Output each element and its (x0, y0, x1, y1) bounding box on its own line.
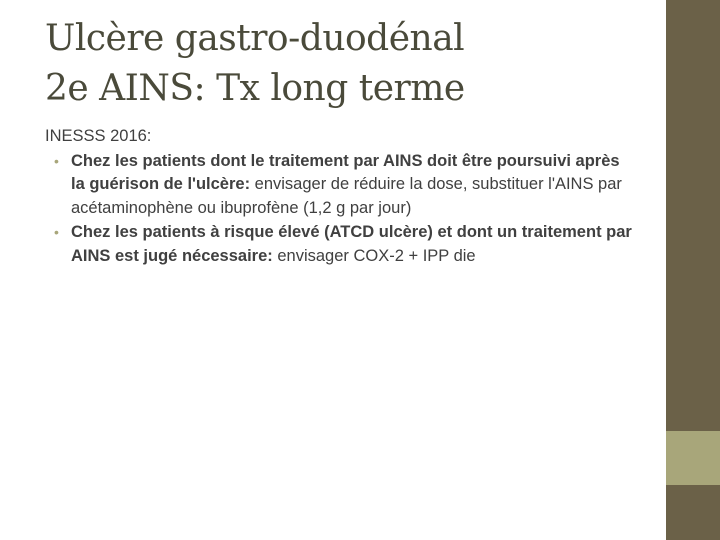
sidebar-accent-block (666, 431, 720, 485)
bullet-icon: • (54, 152, 59, 169)
bullet-list (45, 150, 635, 269)
sidebar-top-block (666, 0, 720, 431)
bullet-icon: • (54, 224, 59, 240)
bullet-text: envisager de réduire la dose, substituer l'AINS par acétaminophène ou ibuprofène (1,2 g par jour) (71, 175, 622, 217)
slide-title (45, 14, 645, 114)
sidebar-bottom-block (666, 485, 720, 540)
sidebar-gap (664, 0, 666, 540)
title-line-2: 2e AINS: Tx long terme (45, 68, 465, 109)
bullet-bold-text: Chez les patients dont le traitement par AINS doit être poursuivi après la guérison de l'ulcère: (71, 151, 620, 193)
bullet-item (45, 150, 635, 221)
bullet-bold-text: Chez les patients à risque élevé (ATCD ulcère) et dont un traitement par AINS est jugé nécessaire: (71, 223, 632, 265)
bullet-text: envisager COX-2 + IPP die (272, 246, 476, 265)
decorative-sidebar (666, 0, 720, 540)
intro-text: INESSS 2016: (45, 127, 152, 145)
slide-content (45, 125, 635, 269)
bullet-item (45, 221, 635, 268)
title-line-1: Ulcère gastro-duodénal (45, 18, 465, 59)
